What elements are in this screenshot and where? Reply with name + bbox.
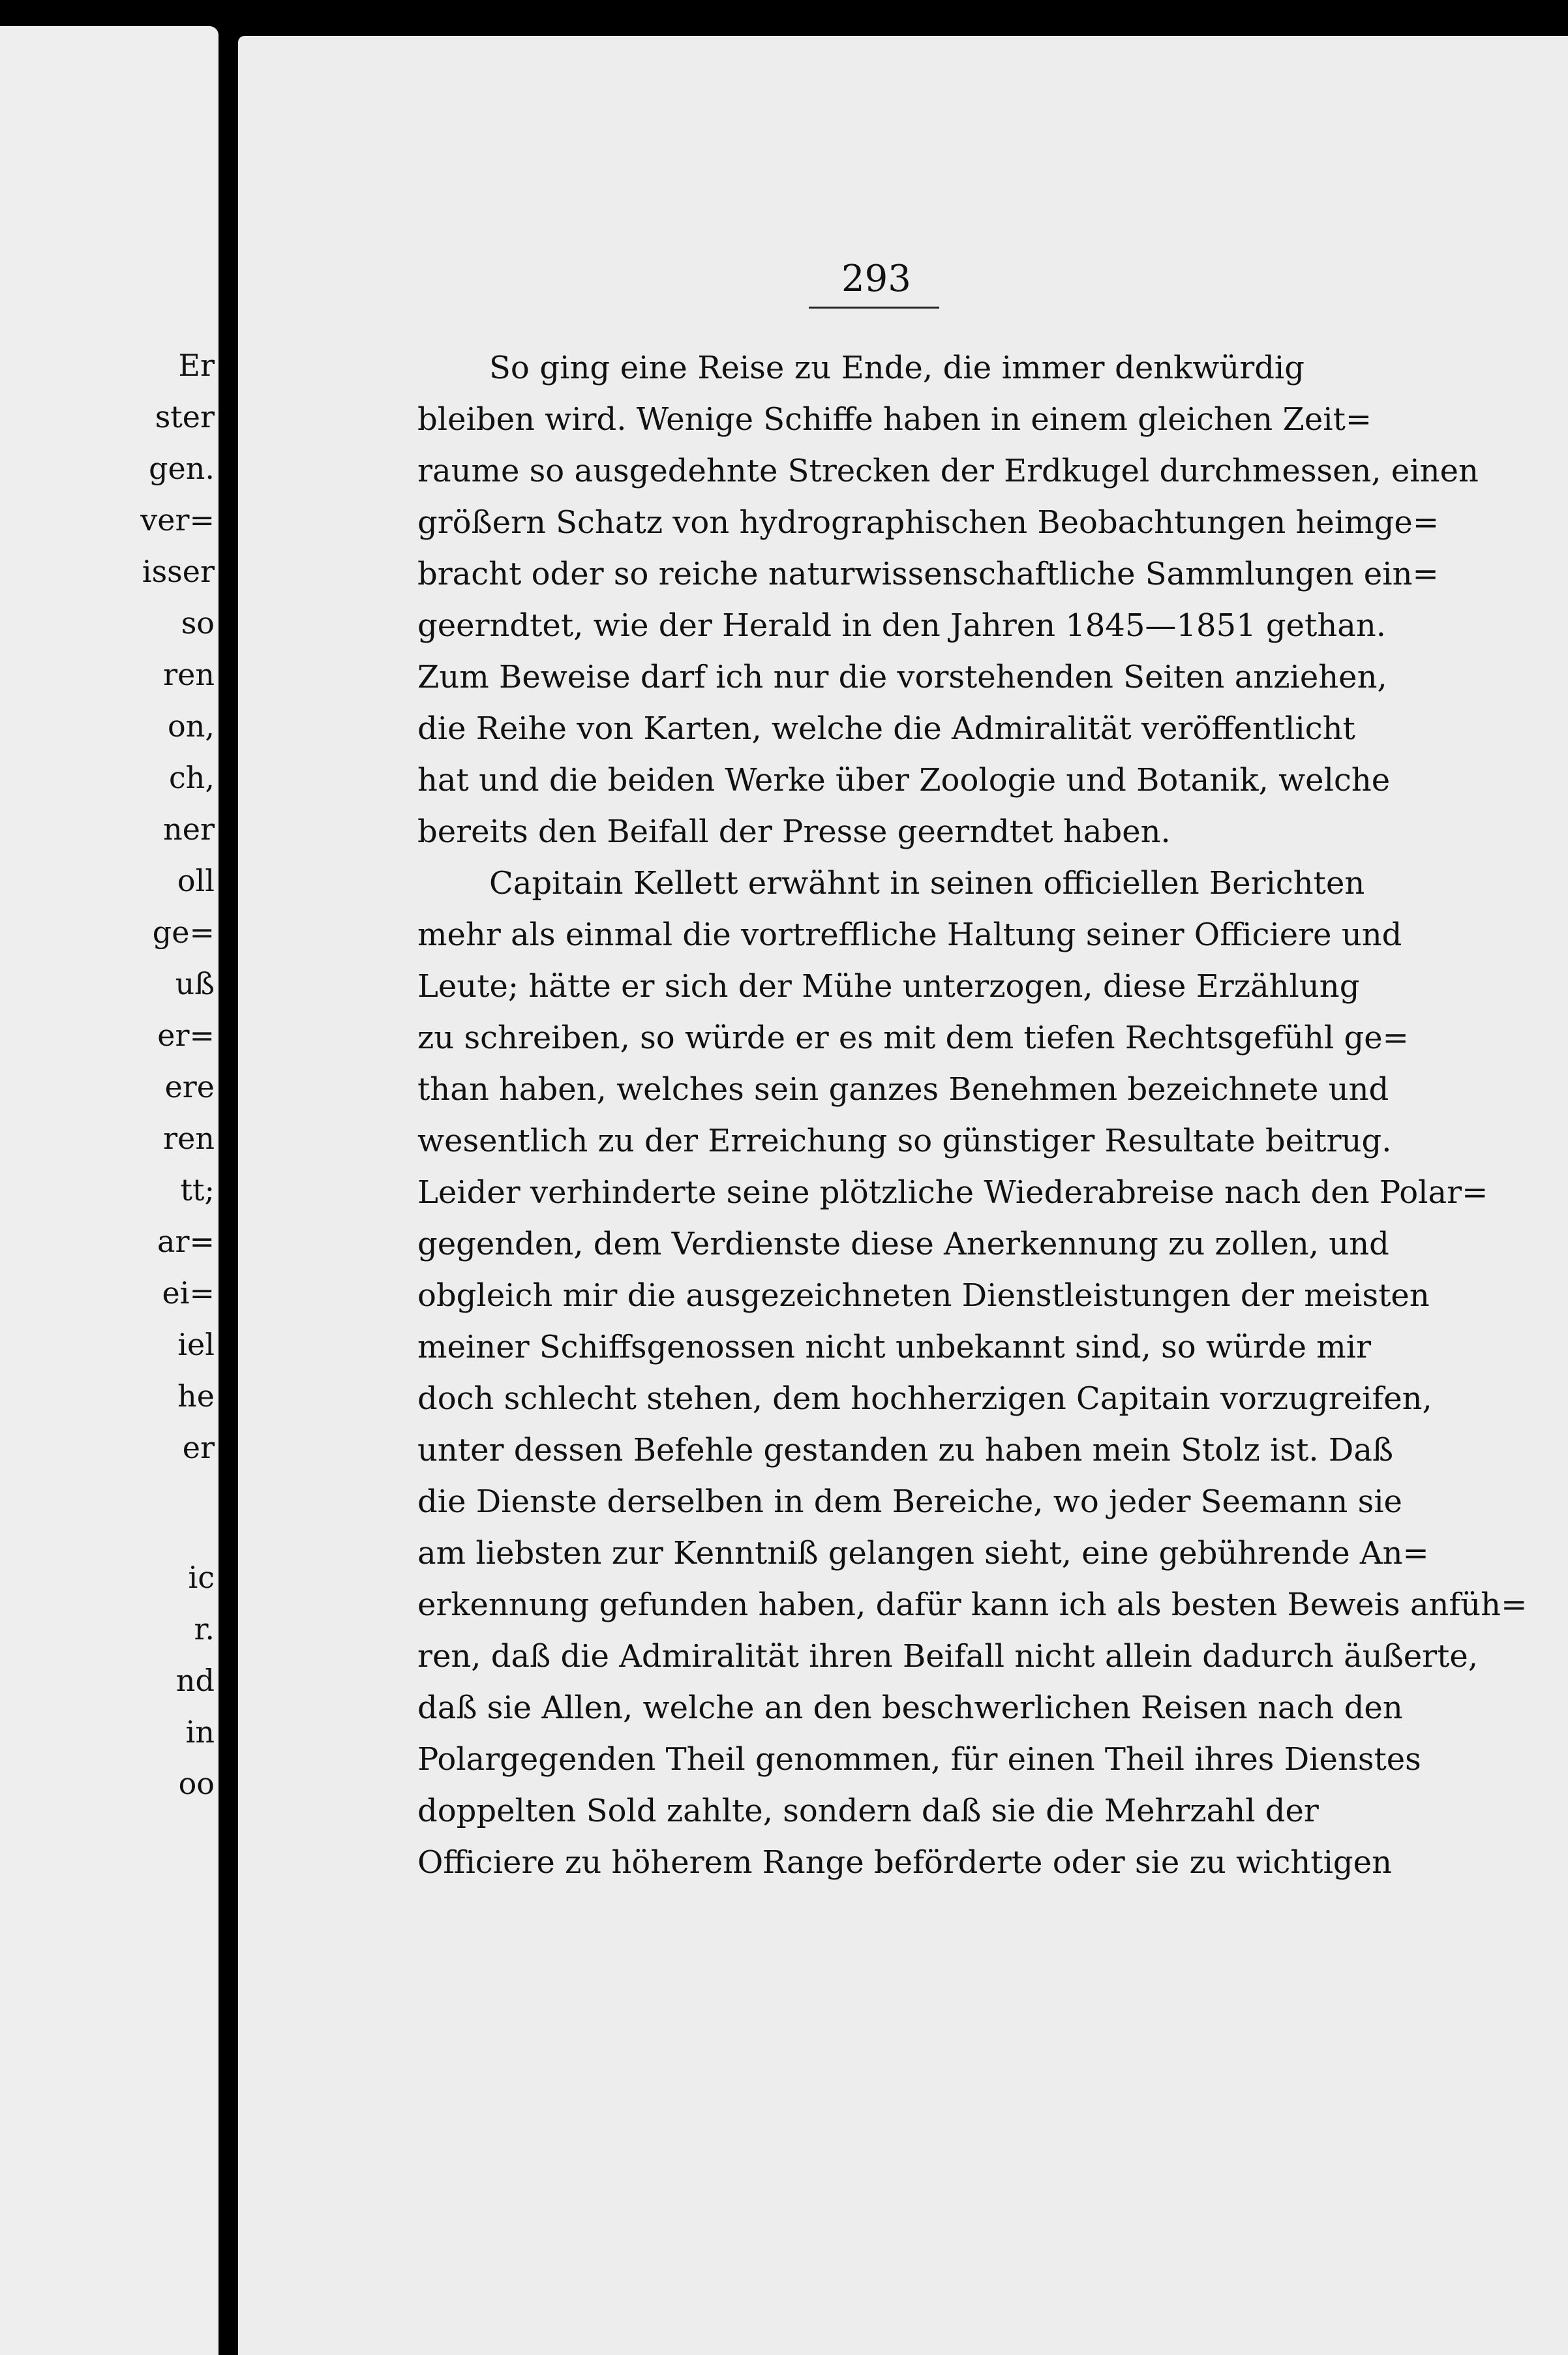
- left-page-fragment: ar=: [157, 1224, 215, 1259]
- text-line: größern Schatz von hydrographischen Beobachtungen heimge=: [417, 504, 1440, 541]
- left-page-fragment: ere: [164, 1069, 215, 1104]
- text-line: obgleich mir die ausgezeichneten Dienstleistungen der meisten: [417, 1277, 1430, 1314]
- left-page-fragment: r.: [194, 1611, 215, 1647]
- text-line: doppelten Sold zahlte, sondern daß sie die Mehrzahl der: [417, 1793, 1319, 1829]
- left-page-fragment: so: [181, 605, 215, 641]
- left-page-fragment: iel: [177, 1327, 215, 1362]
- text-line: erkennung gefunden haben, dafür kann ich als besten Beweis anfüh=: [417, 1587, 1528, 1623]
- text-line: die Dienste derselben in dem Bereiche, wo jeder Seemann sie: [417, 1483, 1402, 1520]
- text-line: bleiben wird. Wenige Schiffe haben in einem gleichen Zeit=: [417, 401, 1372, 438]
- page-number-rule: [809, 307, 939, 309]
- text-line: zu schreiben, so würde er es mit dem tiefen Rechtsgefühl ge=: [417, 1020, 1409, 1056]
- text-line: ren, daß die Admiralität ihren Beifall nicht allein dadurch äußerte,: [417, 1638, 1479, 1675]
- book-gutter: [219, 0, 238, 2355]
- text-line: Zum Beweise darf ich nur die vorstehenden Seiten anziehen,: [417, 659, 1387, 695]
- left-page-fragment: on,: [168, 708, 215, 744]
- left-page-fragment: ic: [188, 1560, 215, 1595]
- left-page-fragment: uß: [175, 966, 215, 1001]
- text-line: Capitain Kellett erwähnt in seinen officiellen Berichten: [489, 865, 1365, 902]
- text-line: gegenden, dem Verdienste diese Anerkennung zu zollen, und: [417, 1226, 1389, 1262]
- left-page-fragment: ei=: [162, 1275, 215, 1311]
- left-page-fragment: gen.: [149, 451, 215, 486]
- text-line: Leute; hätte er sich der Mühe unterzogen, diese Erzählung: [417, 968, 1360, 1005]
- left-page-fragment: he: [177, 1378, 215, 1414]
- left-page-fragment: ver=: [140, 502, 215, 538]
- text-line: unter dessen Befehle gestanden zu haben mein Stolz ist. Daß: [417, 1432, 1394, 1468]
- left-page-fragment: ster: [155, 399, 215, 434]
- left-page-fragment: oo: [178, 1766, 215, 1801]
- text-line: doch schlecht stehen, dem hochherzigen Capitain vorzugreifen,: [417, 1380, 1432, 1417]
- text-line: bracht oder so reiche naturwissenschaftliche Sammlungen ein=: [417, 556, 1439, 592]
- left-page-fragment: ren: [163, 657, 215, 692]
- text-line: am liebsten zur Kenntniß gelangen sieht, eine gebührende An=: [417, 1535, 1429, 1572]
- left-page-fragment: ner: [163, 812, 215, 847]
- text-line: Officiere zu höherem Range beförderte oder sie zu wichtigen: [417, 1844, 1392, 1881]
- left-page-fragment: oll: [177, 863, 215, 898]
- left-page-fragment: nd: [175, 1663, 215, 1698]
- text-line: meiner Schiffsgenossen nicht unbekannt sind, so würde mir: [417, 1329, 1372, 1365]
- text-line: die Reihe von Karten, welche die Admiralität veröffentlicht: [417, 710, 1355, 747]
- left-page-fragment: Er: [178, 348, 215, 383]
- left-page-fragment: in: [185, 1714, 215, 1750]
- left-page-fragment: er=: [157, 1018, 215, 1053]
- left-page-fragment: ch,: [168, 760, 215, 795]
- text-line: geerndtet, wie der Herald in den Jahren 1845—1851 gethan.: [417, 607, 1387, 644]
- left-page-fragment: tt;: [180, 1172, 215, 1208]
- left-page-fragment: ren: [163, 1121, 215, 1156]
- page-number: 293: [841, 258, 911, 300]
- text-line: daß sie Allen, welche an den beschwerlichen Reisen nach den: [417, 1690, 1403, 1726]
- left-page-fragment: er: [182, 1430, 215, 1465]
- text-line: wesentlich zu der Erreichung so günstiger Resultate beitrug.: [417, 1123, 1392, 1159]
- text-line: hat und die beiden Werke über Zoologie und Botanik, welche: [417, 762, 1391, 798]
- text-line: Polargegenden Theil genommen, für einen Theil ihres Dienstes: [417, 1741, 1421, 1778]
- text-line: raume so ausgedehnte Strecken der Erdkugel durchmessen, einen: [417, 453, 1479, 489]
- left-page-edge: [0, 26, 219, 2355]
- text-line: So ging eine Reise zu Ende, die immer denkwürdig: [489, 350, 1304, 386]
- left-page-fragment: isser: [142, 554, 215, 589]
- text-line: mehr als einmal die vortreffliche Haltung seiner Officiere und: [417, 917, 1402, 953]
- text-line: Leider verhinderte seine plötzliche Wiederabreise nach den Polar=: [417, 1174, 1488, 1211]
- left-page-fragment: ge=: [152, 915, 215, 950]
- text-line: bereits den Beifall der Presse geerndtet haben.: [417, 813, 1171, 850]
- text-line: than haben, welches sein ganzes Benehmen bezeichnete und: [417, 1071, 1389, 1108]
